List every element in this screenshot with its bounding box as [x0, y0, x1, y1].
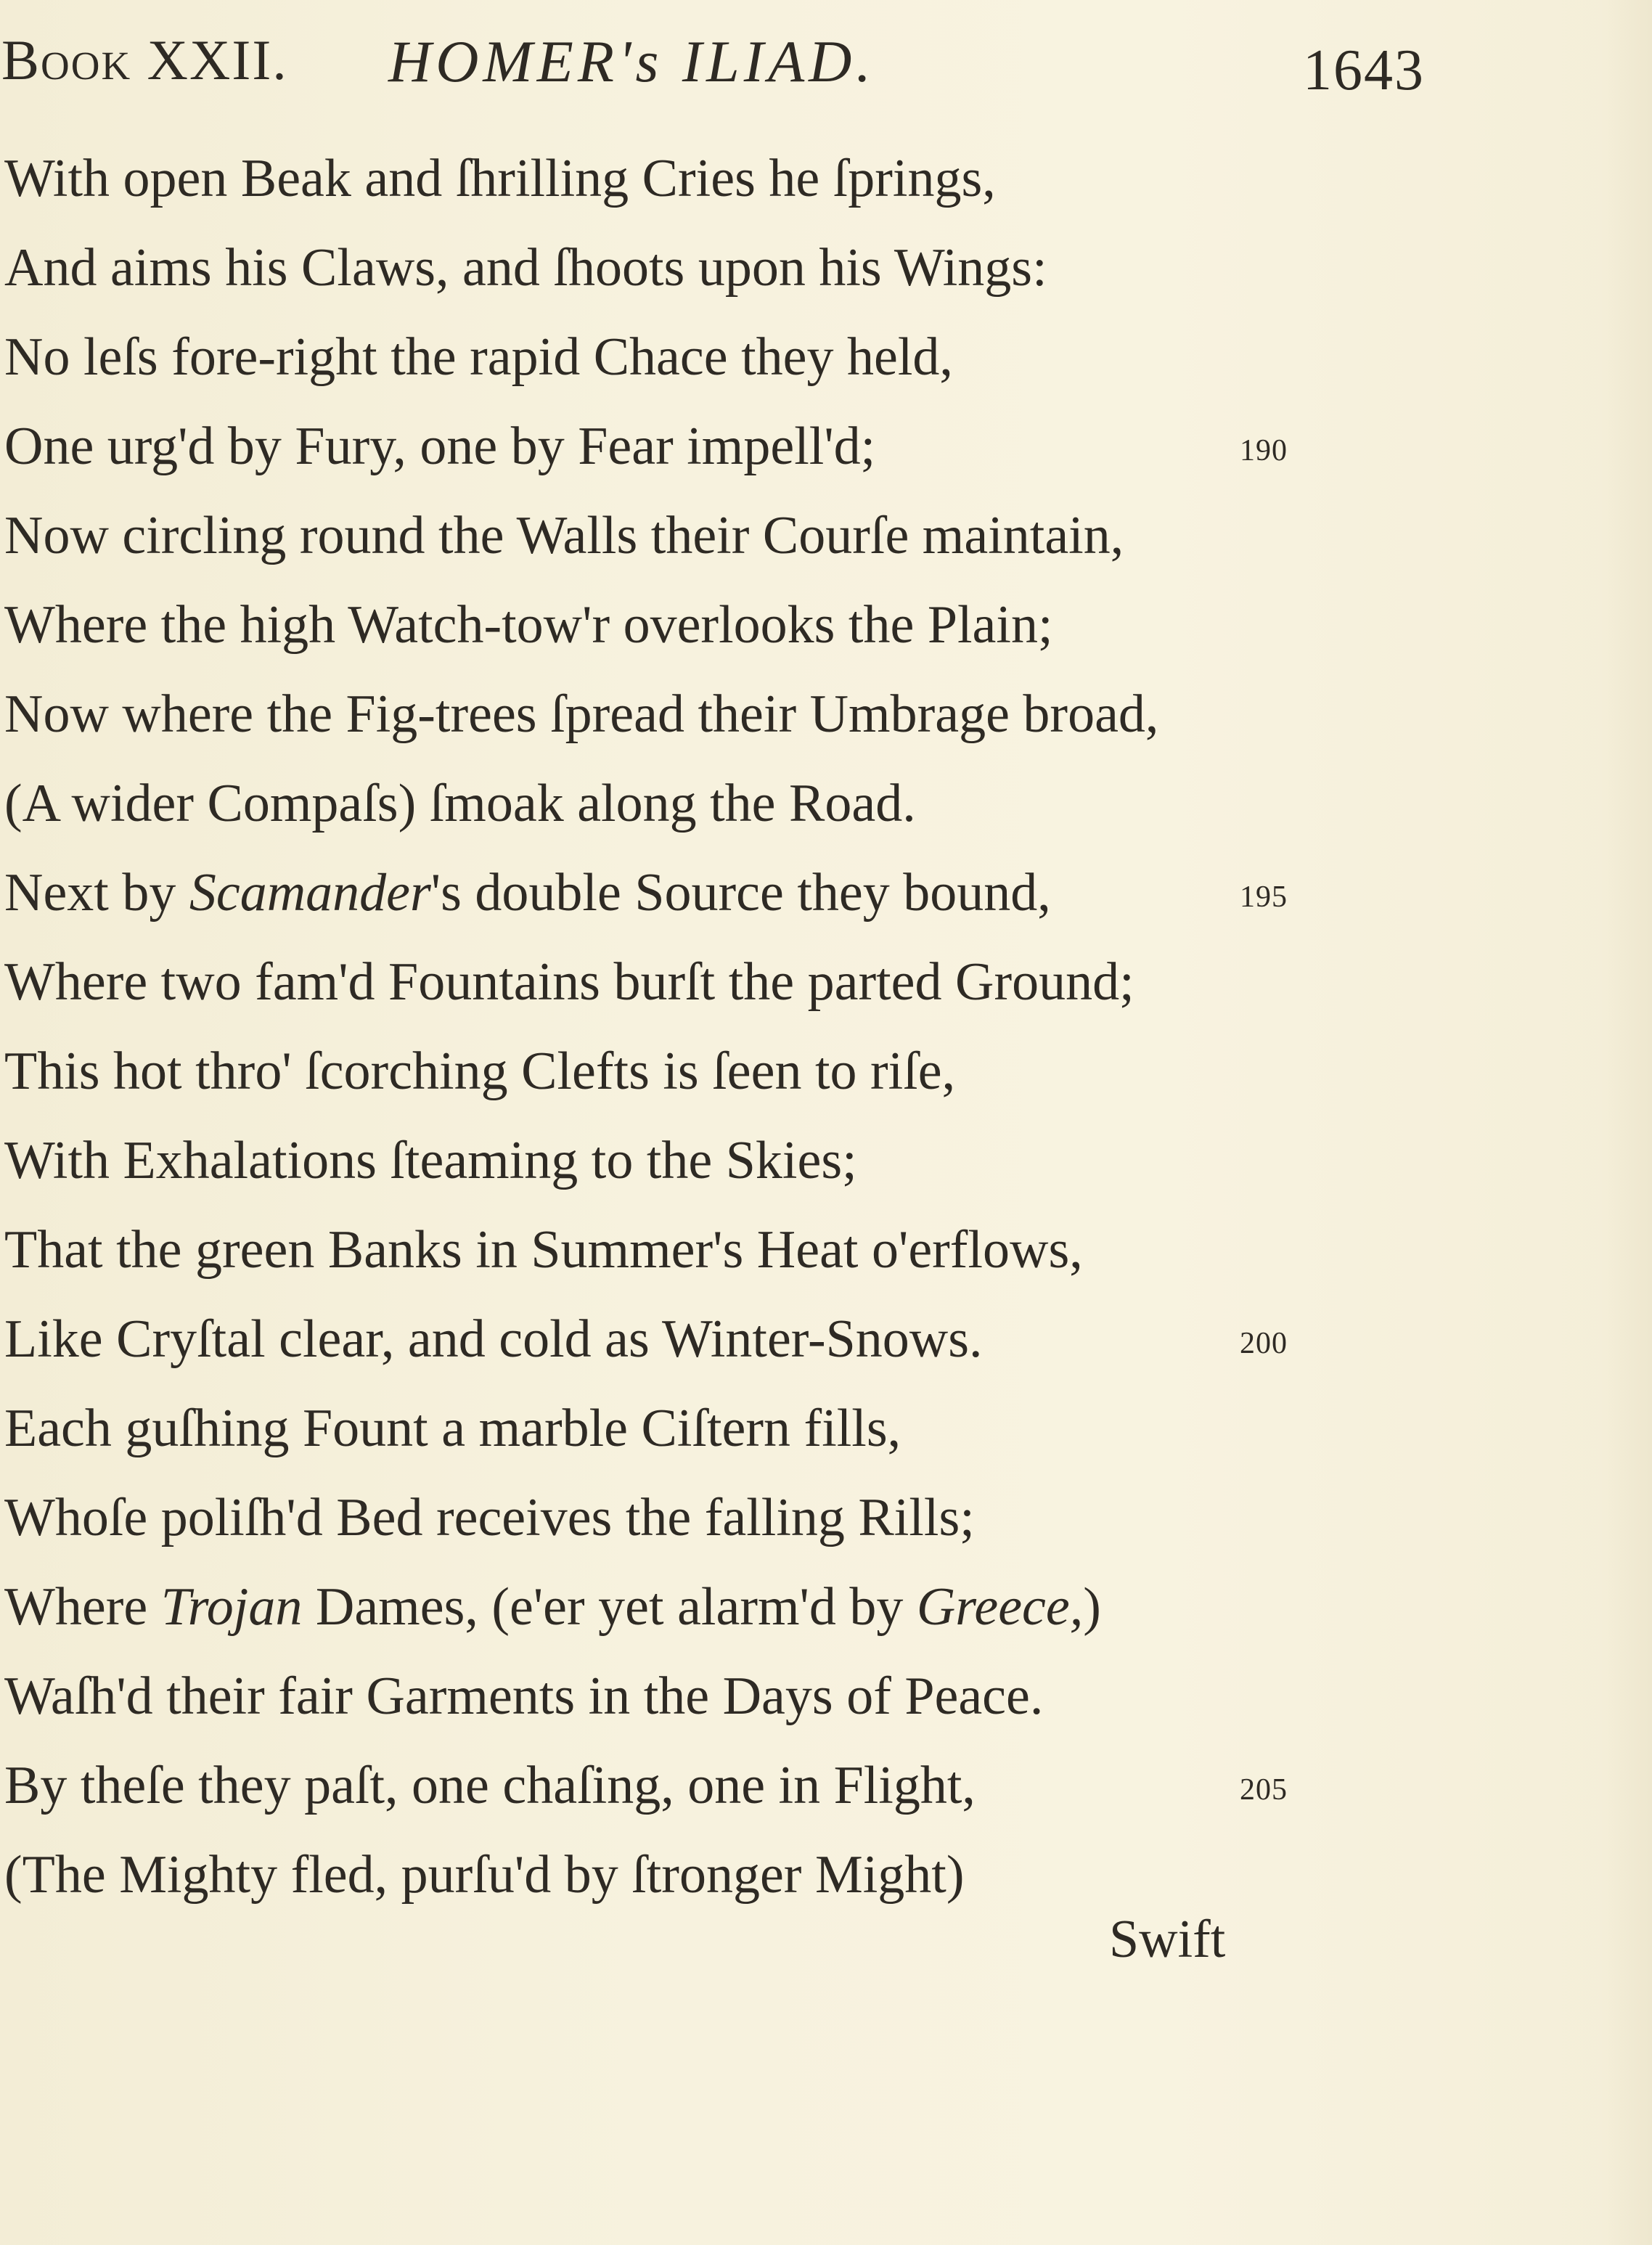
verse-text-part: ) — [1083, 1577, 1101, 1637]
verse-text: Whoſe poliſh'd Bed receives the falling Rills; — [4, 1488, 975, 1547]
proper-name-italic: Greece, — [916, 1577, 1084, 1637]
book-label: Book XXII. — [1, 28, 288, 91]
verse-line — [0, 491, 1379, 581]
verse-line — [0, 1384, 1379, 1473]
verse-text-part: Where — [4, 1577, 161, 1637]
verse-line — [0, 670, 1379, 759]
verse-line — [0, 224, 1379, 313]
verse-text: Where the high Watch-tow'r overlooks the Plain; — [4, 595, 1053, 655]
verse-line — [0, 1473, 1379, 1563]
page-edge-shading — [1601, 0, 1652, 2245]
proper-name-italic: Trojan — [160, 1577, 303, 1637]
verse-text: This hot thro' ſcorching Clefts is ſeen to riſe, — [4, 1042, 956, 1101]
line-number: 195 — [1240, 880, 1288, 914]
verse-text: No leſs fore-right the rapid Chace they held, — [4, 327, 953, 387]
verse-line — [0, 1831, 1379, 1920]
verse-text: (A wider Compaſs) ſmoak along the Road. — [4, 774, 916, 833]
verse-text: That the green Banks in Summer's Heat o'erflows, — [4, 1220, 1083, 1280]
page-number: 1643 — [1303, 38, 1425, 102]
verse-text-part: 's double Source they bound, — [430, 863, 1051, 923]
verse-line — [0, 938, 1379, 1027]
verse-text-part: Next by — [4, 863, 189, 923]
proper-name-italic: Scamander — [189, 863, 431, 923]
verse-block — [0, 134, 1379, 1920]
verse-text: Each guſhing Fount a marble Ciſtern fills, — [4, 1399, 901, 1458]
verse-line — [0, 1652, 1379, 1741]
verse-line — [0, 1563, 1379, 1652]
verse-text — [4, 1563, 1101, 1652]
running-title: HOMER's ILIAD. — [388, 28, 875, 94]
line-number: 200 — [1240, 1327, 1288, 1360]
catchword: Swift — [1109, 1910, 1226, 1969]
verse-line — [0, 1741, 1379, 1831]
verse-line — [0, 1295, 1379, 1384]
verse-line — [0, 581, 1379, 670]
verse-line — [0, 313, 1379, 402]
verse-text: Where two fam'd Fountains burſt the parted Ground; — [4, 952, 1134, 1012]
verse-line — [0, 848, 1379, 938]
verse-line — [0, 1116, 1379, 1206]
verse-text: Like Cryſtal clear, and cold as Winter-Snows. — [4, 1309, 983, 1369]
verse-text: And aims his Claws, and ſhoots upon his Wings: — [4, 238, 1047, 298]
verse-text: (The Mighty fled, purſu'd by ſtronger Might) — [4, 1845, 965, 1905]
verse-text: With Exhalations ſteaming to the Skies; — [4, 1131, 857, 1190]
verse-line — [0, 134, 1379, 224]
verse-text: One urg'd by Fury, one by Fear impell'd; — [4, 417, 876, 476]
verse-line — [0, 1206, 1379, 1295]
verse-text: Now where the Fig-trees ſpread their Umbrage broad, — [4, 684, 1159, 744]
verse-text: Waſh'd their fair Garments in the Days of Peace. — [4, 1667, 1044, 1726]
line-number: 205 — [1240, 1773, 1288, 1807]
verse-text: With open Beak and ſhrilling Cries he ſprings, — [4, 149, 996, 208]
verse-text: By theſe they paſt, one chaſing, one in Flight, — [4, 1756, 976, 1815]
verse-text — [4, 848, 1051, 938]
line-number: 190 — [1240, 434, 1288, 467]
running-header — [0, 20, 1452, 100]
verse-text: Now circling round the Walls their Courſe maintain, — [4, 506, 1124, 565]
verse-line — [0, 1027, 1379, 1116]
verse-line — [0, 759, 1379, 848]
verse-line — [0, 402, 1379, 491]
verse-text-part: Dames, (e'er yet alarm'd by — [302, 1577, 917, 1637]
